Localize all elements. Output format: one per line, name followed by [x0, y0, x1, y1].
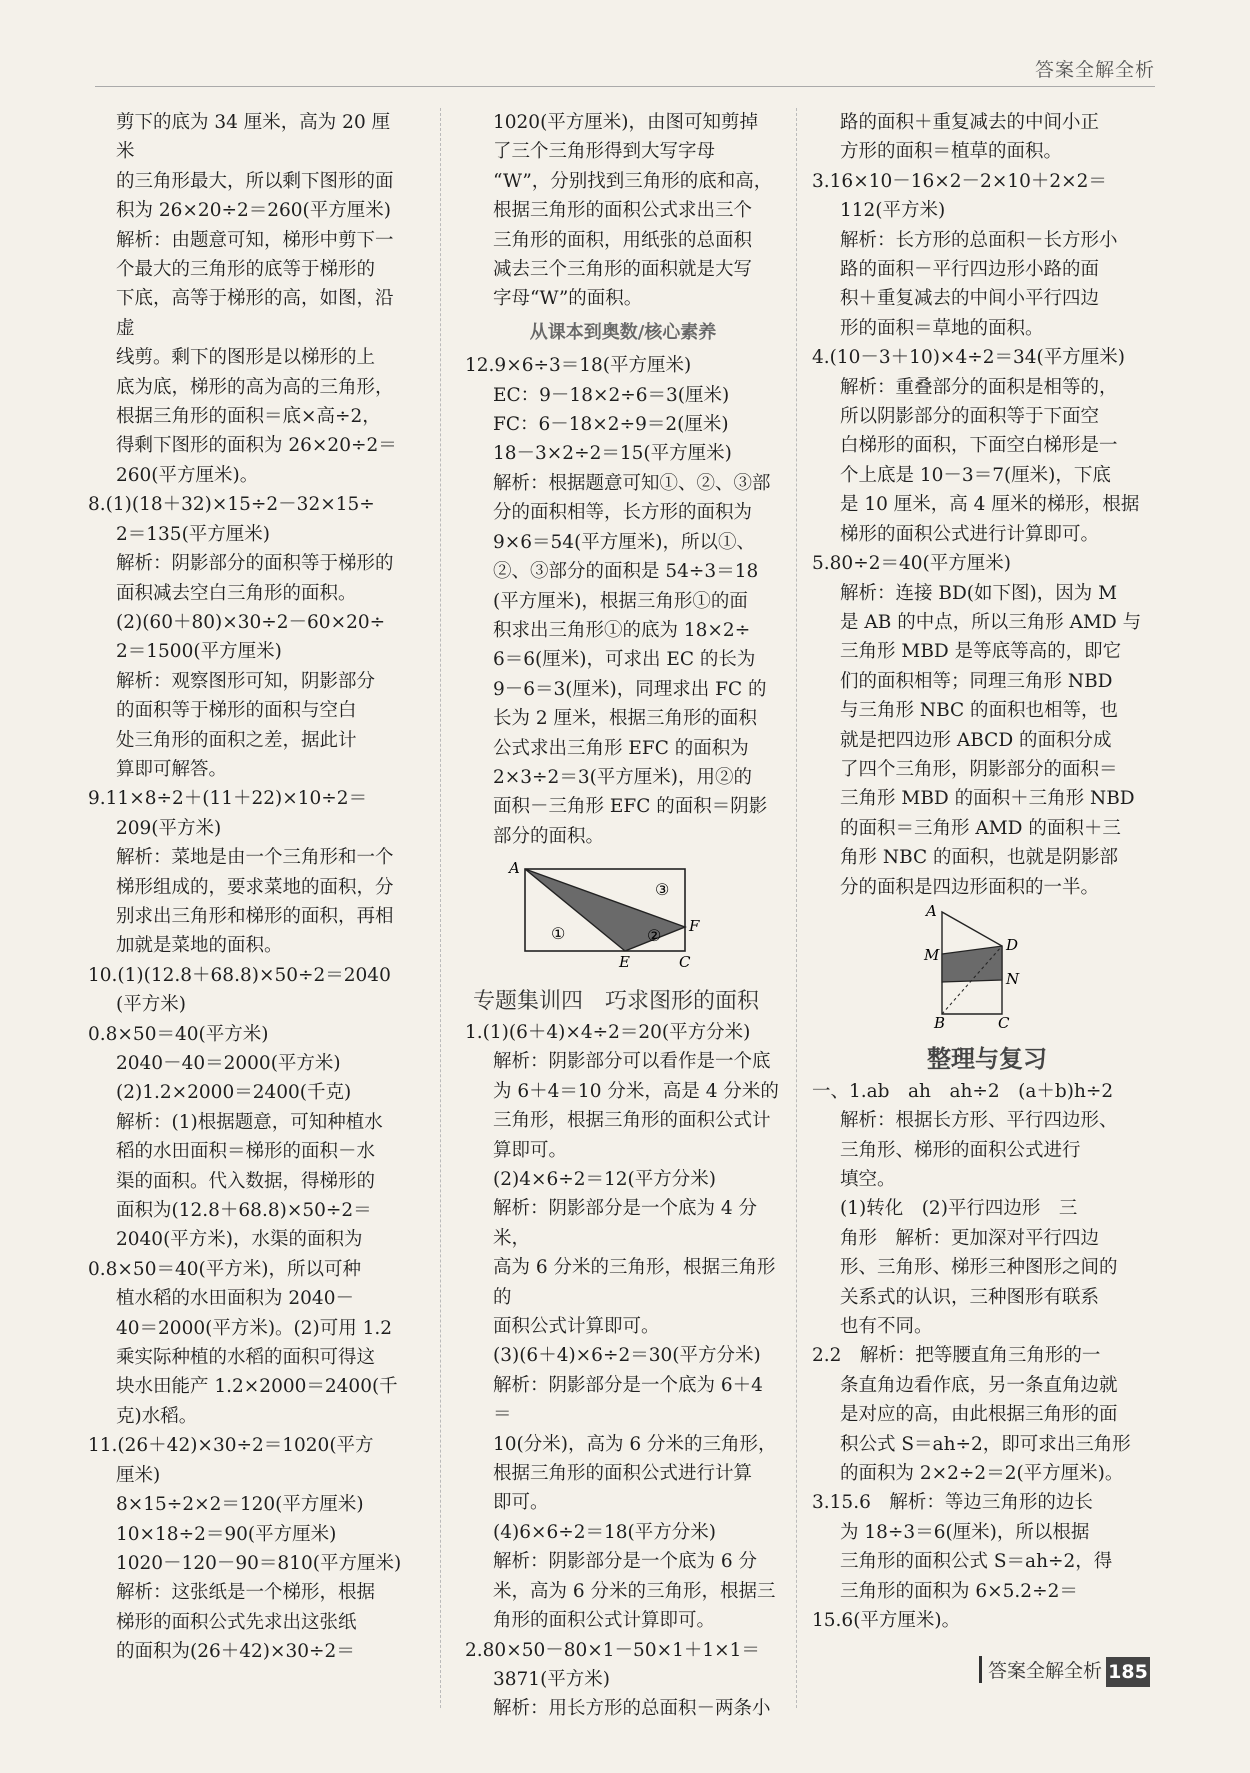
- section-heading: 整理与复习: [927, 1045, 1047, 1074]
- text-line: 12.9×6÷3＝18(平方厘米): [465, 355, 692, 377]
- text-line: (平方米): [116, 994, 186, 1016]
- rectangle-triangle-figure: [465, 851, 765, 971]
- text-line: 形的面积＝草地的面积。: [840, 317, 1044, 339]
- text-line: 的面积为(26＋42)×30÷2＝: [116, 1641, 355, 1663]
- text-line: 解析：用长方形的总面积－两条小: [493, 1698, 771, 1720]
- text-line: 0.8×50＝40(平方米): [88, 1023, 269, 1045]
- text-line: 三角形 MBD 的面积＋三角形 NBD: [840, 788, 1135, 810]
- text-line: 的三角形最大，所以剩下图形的面: [116, 170, 394, 192]
- text-line: 分的面积相等，长方形的面积为: [493, 502, 753, 524]
- text-line: (平方厘米)，根据三角形①的面: [493, 590, 748, 612]
- text-line: 高为 6 分米的三角形，根据三角形的: [493, 1257, 776, 1308]
- region-3-label: ③: [655, 880, 670, 900]
- text-line: 解析：阴影部分是一个底为 4 分米，: [493, 1198, 758, 1249]
- text-line: 面积公式计算即可。: [493, 1316, 660, 1338]
- text-line: 路的面积＋重复减去的中间小正: [840, 112, 1100, 133]
- text-line: “W”，分别找到三角形的底和高，: [493, 170, 773, 192]
- text-line: 6＝6(厘米)，可求出 EC 的长为: [493, 649, 756, 671]
- text-line: 2＝1500(平方厘米): [116, 641, 282, 663]
- text-line: 112(平方米): [840, 200, 946, 222]
- text-line: (2)(60＋80)×30÷2－60×20÷: [116, 611, 386, 633]
- text-line: 1.(1)(6＋4)×4÷2＝20(平方分米): [465, 1021, 751, 1043]
- column-3: [812, 108, 1162, 1636]
- text-line: 克)水稻。: [116, 1405, 198, 1427]
- text-line: 积求出三角形①的底为 18×2÷: [493, 619, 751, 641]
- text-line: 三角形 MBD 是等底等高的，即它: [840, 641, 1122, 663]
- text-line: 也有不同。: [840, 1316, 933, 1338]
- text-line: 为 18÷3＝6(厘米)，所以根据: [840, 1521, 1090, 1543]
- text-line: 三角形的面积，用纸张的总面积: [493, 229, 753, 251]
- column-divider: [796, 108, 797, 1708]
- text-line: 与三角形 NBC 的面积也相等，也: [840, 700, 1119, 722]
- text-line: 别求出三角形和梯形的面积，再相: [116, 905, 394, 927]
- text-line: 解析：由题意可知，梯形中剪下一: [116, 229, 394, 251]
- text-line: 2040－40＝2000(平方米): [116, 1053, 341, 1074]
- text-line: 块水田能产 1.2×2000＝2400(千: [116, 1376, 398, 1398]
- text-line: 白梯形的面积，下面空白梯形是一: [840, 435, 1118, 457]
- text-line: 底为底，梯形的高为高的三角形，: [116, 376, 394, 398]
- text-line: 为 6＋4＝10 分米，高是 4 分米的: [493, 1080, 779, 1102]
- text-line: 解析：阴影部分可以看作是一个底: [493, 1051, 771, 1073]
- text-line: 40＝2000(平方米)。(2)可用 1.2: [116, 1317, 393, 1339]
- text-line: 梯形的面积公式进行计算即可。: [840, 523, 1100, 545]
- text-line: 是对应的高，由此根据三角形的面: [840, 1404, 1118, 1426]
- text-line: 方形的面积＝植草的面积。: [840, 141, 1063, 163]
- text-line: 10×18÷2＝90(平方厘米): [116, 1523, 337, 1545]
- label-c: C: [679, 953, 691, 972]
- answer-block: [812, 108, 1162, 902]
- text-line: 解析：阴影部分的面积等于梯形的: [116, 553, 394, 575]
- label-a: A: [509, 859, 520, 878]
- label-c: C: [998, 1013, 1010, 1030]
- text-line: 们的面积相等；同理三角形 NBD: [840, 670, 1113, 692]
- text-line: 10.(1)(12.8＋68.8)×50÷2＝2040: [88, 964, 391, 986]
- text-line: 15.6(平方厘米)。: [812, 1610, 961, 1632]
- text-line: 面积－三角形 EFC 的面积＝阴影: [493, 796, 768, 818]
- text-line: (3)(6＋4)×6÷2＝30(平方分米): [493, 1345, 761, 1367]
- text-line: 根据三角形的面积公式求出三个: [493, 200, 753, 222]
- text-line: 解析：菜地是由一个三角形和一个: [116, 847, 394, 869]
- text-line: 解析：阴影部分是一个底为 6 分: [493, 1551, 758, 1573]
- text-line: 9－6＝3(厘米)，同理求出 FC 的: [493, 678, 767, 700]
- text-line: 角形的面积公式计算即可。: [493, 1610, 716, 1632]
- text-line: 即可。: [493, 1492, 549, 1514]
- text-line: 稻的水田面积＝梯形的面积－水: [116, 1141, 376, 1163]
- text-line: 得剩下图形的面积为 26×20÷2＝: [116, 435, 397, 457]
- text-line: 了三个三角形得到大写字母: [493, 141, 716, 163]
- text-line: 解析：观察图形可知，阴影部分: [116, 670, 376, 692]
- text-line: 字母“W”的面积。: [493, 288, 643, 310]
- text-line: 三角形的面积为 6×5.2÷2＝: [840, 1580, 1078, 1602]
- answer-block: [812, 1077, 1162, 1636]
- text-line: 解析：根据长方形、平行四边形、: [840, 1110, 1118, 1132]
- page-number: 185: [1106, 1657, 1150, 1687]
- label-b: B: [934, 1013, 946, 1030]
- region-1-label: ①: [551, 924, 566, 944]
- column-2: [465, 108, 781, 1724]
- text-line: 0.8×50＝40(平方米)，所以可种: [88, 1258, 361, 1280]
- answer-block: [465, 108, 781, 314]
- text-line: EC：9－18×2÷6＝3(厘米): [493, 384, 730, 406]
- text-line: 是 10 厘米，高 4 厘米的梯形，根据: [840, 494, 1140, 516]
- text-line: 面积减去空白三角形的面积。: [116, 582, 357, 604]
- text-line: 渠的面积。代入数据，得梯形的: [116, 1170, 376, 1192]
- text-line: 角形 解析：更加深对平行四边: [840, 1227, 1100, 1249]
- text-line: 2.2 解析：把等腰直角三角形的一: [812, 1345, 1101, 1367]
- text-line: (4)6×6÷2＝18(平方分米): [493, 1521, 716, 1543]
- text-line: 8×15÷2×2＝120(平方厘米): [116, 1494, 364, 1516]
- text-line: 关系式的认识，三种图形有联系: [840, 1286, 1100, 1308]
- text-line: 解析：(1)根据题意，可知种植水: [116, 1111, 383, 1133]
- text-line: 三角形的面积公式 S＝ah÷2，得: [840, 1551, 1113, 1573]
- text-line: 加就是菜地的面积。: [116, 935, 283, 957]
- text-line: 根据三角形的面积公式进行计算: [493, 1463, 753, 1485]
- text-line: 18－3×2÷2＝15(平方厘米): [493, 443, 732, 465]
- label-n: N: [1006, 969, 1020, 988]
- text-line: 2040(平方米)，水渠的面积为: [116, 1229, 363, 1251]
- text-line: 1020－120－90＝810(平方厘米): [116, 1552, 402, 1574]
- text-line: 8.(1)(18＋32)×15÷2－32×15÷: [88, 494, 375, 516]
- quadrilateral-figure: [812, 902, 1152, 1030]
- text-line: 5.80÷2＝40(平方厘米): [812, 553, 1011, 575]
- column-divider: [440, 108, 441, 1708]
- text-line: 个上底是 10－3＝7(厘米)，下底: [840, 464, 1111, 486]
- text-line: 解析：连接 BD(如下图)，因为 M: [840, 582, 1118, 604]
- text-line: 减去三个三角形的面积就是大写: [493, 259, 753, 281]
- section-heading: 从课本到奥数/核心素养: [529, 321, 717, 343]
- text-line: 米，高为 6 分米的三角形，根据三: [493, 1580, 776, 1602]
- text-line: 209(平方米): [116, 817, 222, 839]
- text-line: 乘实际种植的水稻的面积可得这: [116, 1347, 376, 1369]
- header-rule: [95, 86, 1155, 87]
- section-heading: 专题集训四 巧求图形的面积: [473, 988, 760, 1014]
- answer-block: [465, 351, 781, 851]
- text-line: 厘米): [116, 1464, 161, 1486]
- text-line: 3871(平方米): [493, 1668, 611, 1690]
- text-line: (2)4×6÷2＝12(平方分米): [493, 1169, 716, 1190]
- answer-block: [465, 1018, 781, 1724]
- text-line: 260(平方厘米)。: [116, 464, 259, 486]
- text-line: 了四个三角形，阴影部分的面积＝: [840, 758, 1118, 780]
- text-line: 积公式 S＝ah÷2，即可求出三角形: [840, 1433, 1131, 1455]
- text-line: 2.80×50－80×1－50×1＋1×1＝: [465, 1639, 760, 1661]
- text-line: 就是把四边形 ABCD 的面积分成: [840, 729, 1112, 751]
- text-line: 11.(26＋42)×30÷2＝1020(平方: [88, 1435, 374, 1457]
- text-line: 算即可解答。: [116, 758, 228, 780]
- text-line: 2×3÷2＝3(平方厘米)，用②的: [493, 766, 753, 788]
- text-line: 角形 NBC 的面积，也就是阴影部: [840, 847, 1119, 869]
- text-line: 梯形组成的，要求菜地的面积，分: [116, 876, 394, 898]
- text-line: 分的面积是四边形面积的一半。: [840, 876, 1100, 898]
- label-f: F: [689, 917, 700, 936]
- text-line: 解析：长方形的总面积－长方形小: [840, 229, 1118, 251]
- text-line: 三角形、梯形的面积公式进行: [840, 1139, 1081, 1161]
- text-line: 9×6＝54(平方厘米)，所以①、: [493, 531, 756, 553]
- text-line: FC：6－18×2÷9＝2(厘米): [493, 414, 729, 436]
- text-line: 3.15.6 解析：等边三角形的边长: [812, 1492, 1093, 1514]
- text-line: 解析：阴影部分是一个底为 6＋4＝: [493, 1374, 763, 1426]
- text-line: 算即可。: [493, 1139, 568, 1161]
- text-line: 个最大的三角形的底等于梯形的: [116, 259, 376, 281]
- label-d: D: [1006, 935, 1019, 954]
- text-line: (1)转化 (2)平行四边形 三: [840, 1198, 1078, 1220]
- header-title: 答案全解全析: [1034, 59, 1155, 81]
- text-line: 积＋重复减去的中间小平行四边: [840, 288, 1100, 310]
- text-line: 1020(平方厘米)，由图可知剪掉: [493, 112, 759, 133]
- text-line: 三角形，根据三角形的面积公式计: [493, 1110, 771, 1132]
- column-1: [88, 108, 408, 1667]
- text-line: 10(分米)，高为 6 分米的三角形，: [493, 1433, 777, 1455]
- text-line: 的面积等于梯形的面积与空白: [116, 700, 357, 722]
- text-line: 的面积＝三角形 AMD 的面积＋三: [840, 817, 1121, 839]
- region-2-label: ②: [647, 926, 662, 946]
- text-line: 一、1.ab ah ah÷2 (a＋b)h÷2: [812, 1080, 1114, 1102]
- text-line: 梯形的面积公式先求出这张纸: [116, 1611, 357, 1633]
- text-line: 条直角边看作底，另一条直角边就: [840, 1374, 1118, 1396]
- text-line: 积为 26×20÷2＝260(平方厘米): [116, 200, 391, 222]
- text-line: 剪下的底为 34 厘米，高为 20 厘米: [116, 112, 391, 163]
- text-line: 线剪。剩下的图形是以梯形的上: [116, 347, 376, 369]
- text-line: 解析：这张纸是一个梯形，根据: [116, 1582, 376, 1604]
- text-line: 填空。: [840, 1169, 896, 1190]
- text-line: 植水稻的水田面积为 2040－: [116, 1288, 354, 1310]
- label-a: A: [926, 901, 937, 920]
- text-line: ②、③部分的面积是 54÷3＝18: [493, 561, 759, 583]
- text-line: 面积为(12.8＋68.8)×50÷2＝: [116, 1200, 372, 1222]
- text-line: 长为 2 厘米，根据三角形的面积: [493, 708, 758, 730]
- text-line: 解析：重叠部分的面积是相等的，: [840, 376, 1118, 398]
- text-line: 处三角形的面积之差，据此计: [116, 729, 357, 751]
- text-line: 形、三角形、梯形三种图形之间的: [840, 1257, 1118, 1279]
- text-line: 公式求出三角形 EFC 的面积为: [493, 737, 749, 759]
- text-line: 路的面积－平行四边形小路的面: [840, 259, 1100, 281]
- text-line: 的面积为 2×2÷2＝2(平方厘米)。: [840, 1463, 1124, 1485]
- text-line: (2)1.2×2000＝2400(千克): [116, 1082, 352, 1104]
- text-line: 所以阴影部分的面积等于下面空: [840, 406, 1100, 428]
- text-line: 部分的面积。: [493, 825, 605, 847]
- text-line: 是 AB 的中点，所以三角形 AMD 与: [840, 611, 1142, 633]
- text-line: 9.11×8÷2＋(11＋22)×10÷2＝: [88, 788, 368, 810]
- text-line: 2＝135(平方厘米): [116, 523, 271, 545]
- label-m: M: [924, 945, 940, 964]
- footer-title: 答案全解全析: [979, 1656, 1102, 1683]
- text-line: 3.16×10－16×2－2×10＋2×2＝: [812, 170, 1107, 192]
- text-line: 根据三角形的面积＝底×高÷2，: [116, 406, 381, 428]
- text-line: 4.(10－3＋10)×4÷2＝34(平方厘米): [812, 347, 1125, 369]
- text-line: 下底，高等于梯形的高，如图，沿虚: [116, 288, 394, 339]
- label-e: E: [619, 953, 630, 972]
- text-line: 解析：根据题意可知①、②、③部: [493, 472, 771, 494]
